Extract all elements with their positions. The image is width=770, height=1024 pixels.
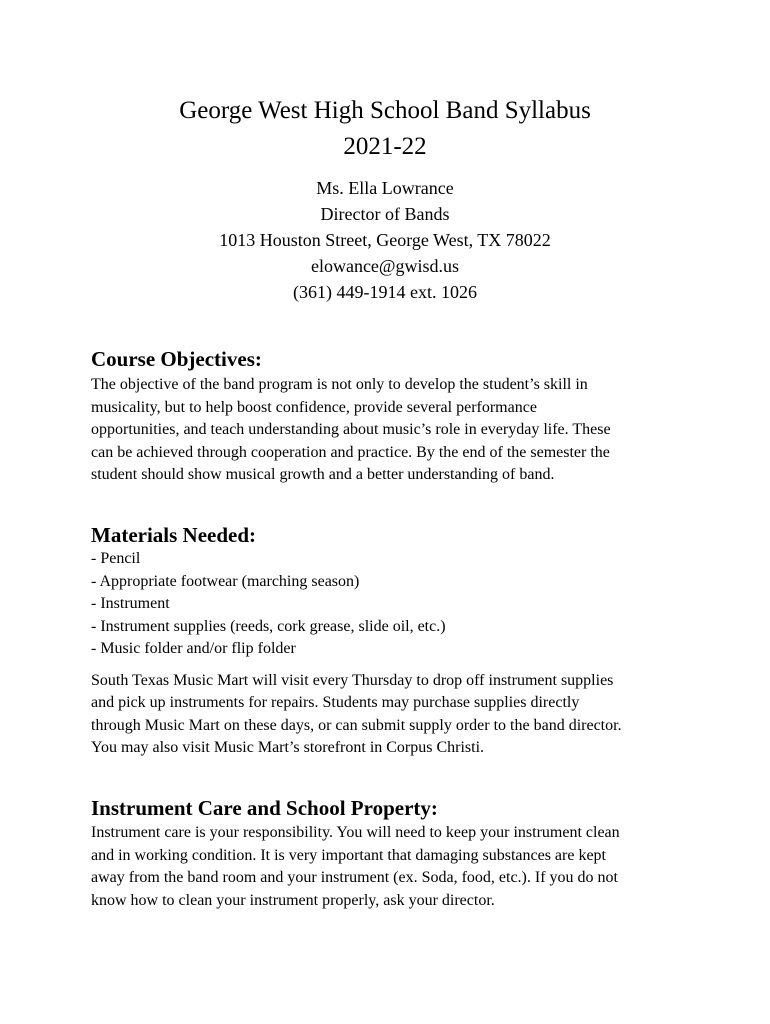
text-line: can be achieved through cooperation and practice. By the end of the semester the	[91, 443, 610, 461]
text-line: student should show musical growth and a better understanding of band.	[91, 466, 555, 483]
text-line: know how to clean your instrument properly, ask your director.	[91, 891, 495, 909]
list-item: - Instrument supplies (reeds, cork grease, slide oil, etc.)	[91, 617, 446, 635]
instrument-care-heading: Instrument Care and School Property:	[91, 796, 438, 820]
instrument-care-section	[91, 795, 691, 912]
director-phone: (361) 449-1914 ext. 1026	[293, 282, 477, 302]
school-address: 1013 Houston Street, George West, TX 78022	[219, 230, 551, 250]
document-title: George West High School Band Syllabus	[179, 97, 591, 124]
instrument-care-text	[91, 822, 691, 912]
materials-list	[91, 548, 691, 661]
music-mart-note	[91, 670, 691, 760]
course-objectives-section	[91, 346, 691, 487]
text-line: through Music Mart on these days, or can submit supply order to the band director.	[91, 716, 622, 734]
director-name: Ms. Ella Lowrance	[316, 178, 454, 198]
text-line: musicality, but to help boost confidence, provide several performance	[91, 398, 537, 416]
contact-block	[0, 175, 770, 305]
document-year: 2021-22	[343, 133, 427, 160]
text-line: opportunities, and teach understanding about music’s role in everyday life. These	[91, 421, 611, 438]
text-line: and pick up instruments for repairs. Students may purchase supplies directly	[91, 694, 580, 711]
text-line: The objective of the band program is not only to develop the student’s skill in	[91, 376, 588, 393]
materials-needed-section	[91, 522, 691, 760]
course-objectives-text	[91, 374, 691, 487]
list-item: - Instrument	[91, 595, 170, 612]
materials-needed-heading: Materials Needed:	[91, 523, 257, 547]
text-line: You may also visit Music Mart’s storefront in Corpus Christi.	[91, 739, 485, 756]
list-item: - Pencil	[91, 550, 141, 567]
list-item: - Music folder and/or flip folder	[91, 640, 296, 657]
text-line: away from the band room and your instrument (ex. Soda, food, etc.). If you do not	[91, 869, 618, 886]
list-item: - Appropriate footwear (marching season)	[91, 572, 360, 590]
text-line: and in working condition. It is very important that damaging substances are kept	[91, 846, 606, 864]
text-line: Instrument care is your responsibility. You will need to keep your instrument clean	[91, 824, 620, 841]
course-objectives-heading: Course Objectives:	[91, 347, 262, 371]
text-line: South Texas Music Mart will visit every Thursday to drop off instrument supplies	[91, 671, 614, 689]
director-role: Director of Bands	[320, 204, 450, 224]
director-email: elowance@gwisd.us	[310, 256, 460, 276]
